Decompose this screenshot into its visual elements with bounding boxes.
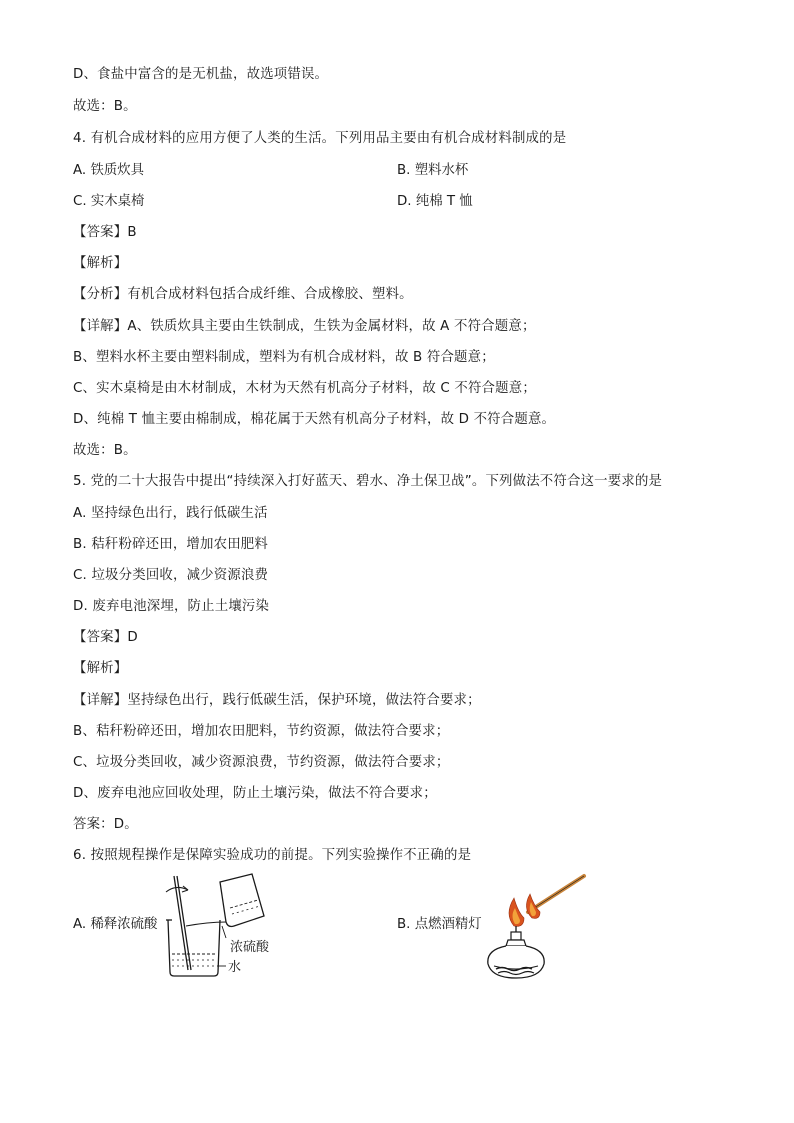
q5-option-c: C. 垃圾分类回收，减少资源浪费	[73, 568, 269, 583]
water-label: 水	[228, 960, 242, 975]
q5-option-a: A. 坚持绿色出行，践行低碳生活	[73, 506, 268, 521]
answer-label: 【答案】D	[73, 630, 138, 645]
text-line: 答案：D。	[73, 817, 138, 832]
q4-option-d: D. 纯棉 T 恤	[397, 194, 473, 209]
answer-label: 【答案】B	[73, 225, 137, 240]
text-line: 【详解】A、铁质炊具主要由生铁制成，生铁为金属材料，故 A 不符合题意；	[73, 319, 536, 334]
text-line: D、纯棉 T 恤主要由棉制成，棉花属于天然有机高分子材料，故 D 不符合题意。	[73, 412, 556, 427]
text-line: D、食盐中富含的是无机盐，故选项错误。	[73, 67, 329, 82]
analysis-label: 【解析】	[73, 256, 128, 271]
alcohol-lamp-figure	[480, 868, 590, 984]
text-line: B、塑料水杯主要由塑料制成，塑料为有机合成材料，故 B 符合题意；	[73, 350, 495, 365]
text-line: C、实木桌椅是由木材制成，木材为天然有机高分子材料，故 C 不符合题意；	[73, 381, 536, 396]
analysis-label: 【解析】	[73, 661, 128, 676]
q4-option-b: B. 塑料水杯	[397, 163, 469, 178]
text-line: B、秸秆粉碎还田，增加农田肥料，节约资源，做法符合要求；	[73, 724, 450, 739]
text-line: 故选：B。	[73, 99, 137, 114]
text-line: 【分析】有机合成材料包括合成纤维、合成橡胶、塑料。	[73, 287, 413, 302]
acid-label: 浓硫酸	[230, 940, 270, 955]
text-line: D、废弃电池应回收处理，防止土壤污染，做法不符合要求；	[73, 786, 437, 801]
q4-option-c: C. 实木桌椅	[73, 194, 145, 209]
q5-option-b: B. 秸秆粉碎还田，增加农田肥料	[73, 537, 268, 552]
question-4-stem: 4. 有机合成材料的应用方便了人类的生活。下列用品主要由有机合成材料制成的是	[73, 131, 567, 146]
q6-option-b: B. 点燃酒精灯	[397, 917, 482, 932]
text-line: C、垃圾分类回收，减少资源浪费，节约资源，做法符合要求；	[73, 755, 450, 770]
question-6-stem: 6. 按照规程操作是保障实验成功的前提。下列实验操作不正确的是	[73, 848, 472, 863]
q4-option-a: A. 铁质炊具	[73, 163, 144, 178]
text-line: 故选：B。	[73, 443, 137, 458]
text-line: 【详解】坚持绿色出行，践行低碳生活，保护环境，做法符合要求；	[73, 693, 481, 708]
q5-option-d: D. 废弃电池深埋，防止土壤污染	[73, 599, 270, 614]
question-5-stem: 5. 党的二十大报告中提出“持续深入打好蓝天、碧水、净土保卫战”。下列做法不符合这一要求的是	[73, 474, 663, 489]
dilute-acid-figure	[160, 870, 290, 982]
q6-option-a: A. 稀释浓硫酸	[73, 917, 158, 932]
